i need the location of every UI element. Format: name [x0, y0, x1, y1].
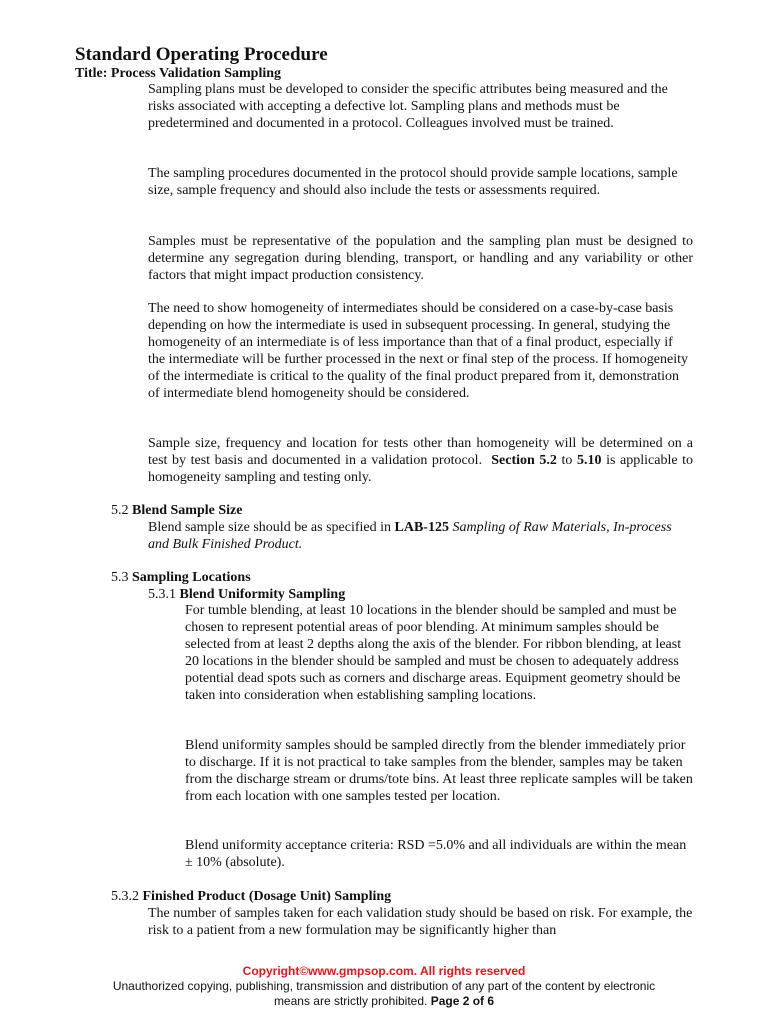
section-5-2-text: Blend sample size should be as specified in — [148, 520, 391, 535]
intro-paragraph-4: The need to show homogeneity of intermediates should be considered on a case-by-case basis depending on how the intermediate is used in subsequent processing. In general, studying the homogeneity of an intermediate is of less importance than that of a final product, especially if the intermediate will be further processed in the next or final step of the process. If homogeneity of the intermediate is critical to the quality of the final product prepared from it, demonstration of intermediate blend homogeneity should be considered. — [148, 301, 688, 401]
section-5-3-2-heading — [111, 888, 391, 905]
section-reference-end: 5.10 — [577, 453, 602, 468]
section-5-3-1-paragraph-1: For tumble blending, at least 10 locations in the blender should be sampled and must be chosen to represent potential areas of poor blending. At minimum samples should be selected from at least 2 depths along the axis of the blender. For ribbon blending, at least 20 locations in the blender should be sampled and must be chosen to adequately address potential dead spots such as corners and discharge areas. Equipment geometry should be taken into consideration when establishing sampling locations. — [185, 603, 682, 703]
section-number: 5.2 — [111, 503, 129, 518]
section-title: Blend Sample Size — [132, 503, 243, 518]
section-reference-start: Section 5.2 — [491, 453, 557, 468]
section-5-2-heading — [111, 502, 242, 519]
section-5-3-1-heading — [148, 586, 345, 603]
document-title: Standard Operating Procedure — [75, 44, 328, 65]
section-title: Sampling Locations — [132, 570, 251, 585]
section-title: Blend Uniformity Sampling — [179, 587, 346, 602]
section-5-3-heading — [111, 569, 251, 586]
section-5-3-2-paragraph-1: The number of samples taken for each validation study should be based on risk. For example, the risk to a patient from a new formulation may be significantly higher than — [148, 906, 693, 938]
intro-paragraph-5-end: is applicable to homogeneity sampling and testing only. — [148, 453, 694, 485]
footer-copyright: Copyright©www.gmpsop.com. All rights reserved — [242, 964, 526, 978]
section-5-3-1-paragraph-2: Blend uniformity samples should be sampled directly from the blender immediately prior to discharge. If it is not practical to take samples from the blender, samples may be taken from the discharge stream or drums/tote bins. At least three replicate samples will be taken from each location with one samples tested per location. — [185, 738, 693, 804]
section-number: 5.3.1 — [148, 587, 176, 602]
page-number: Page 2 of 6 — [430, 994, 495, 1008]
section-5-2-paragraph — [148, 519, 693, 553]
footer-notice-line-2 — [0, 994, 768, 1009]
intro-paragraph-5-to: to — [561, 453, 573, 468]
intro-paragraph-2: The sampling procedures documented in the protocol should provide sample locations, sample size, sample frequency and should also include the tests or assessments required. — [148, 166, 678, 198]
document-reference-title: Sampling of Raw Materials, In-process and Bulk Finished Product. — [148, 520, 672, 552]
intro-paragraph-3: Samples must be representative of the population and the sampling plan must be designed to determine any segregation during blending, transport, or handling and any variability or other factors that might impact production consistency. — [148, 234, 693, 283]
intro-paragraph-5 — [148, 435, 693, 486]
intro-paragraph-5-text: Sample size, frequency and location for tests other than homogeneity will be determined on a test by test basis and documented in a validation protocol. — [148, 436, 693, 468]
section-number: 5.3 — [111, 570, 129, 585]
section-number: 5.3.2 — [111, 889, 139, 904]
footer-notice-line-1: Unauthorized copying, publishing, transmission and distribution of any part of the content by electronic — [112, 979, 656, 993]
document-reference: LAB-125 — [394, 520, 449, 535]
footer-notice-text: means are strictly prohibited. — [273, 994, 428, 1008]
section-title: Finished Product (Dosage Unit) Sampling — [142, 889, 392, 904]
document-subtitle: Title: Process Validation Sampling — [75, 66, 282, 81]
intro-paragraph-1: Sampling plans must be developed to consider the specific attributes being measured and the risks associated with accepting a defective lot. Sampling plans and methods must be predetermined and documented in a protocol. Colleagues involved must be trained. — [148, 82, 668, 131]
section-5-3-1-paragraph-3: Blend uniformity acceptance criteria: RSD =5.0% and all individuals are within the mean ± 10% (absolute). — [185, 838, 687, 870]
